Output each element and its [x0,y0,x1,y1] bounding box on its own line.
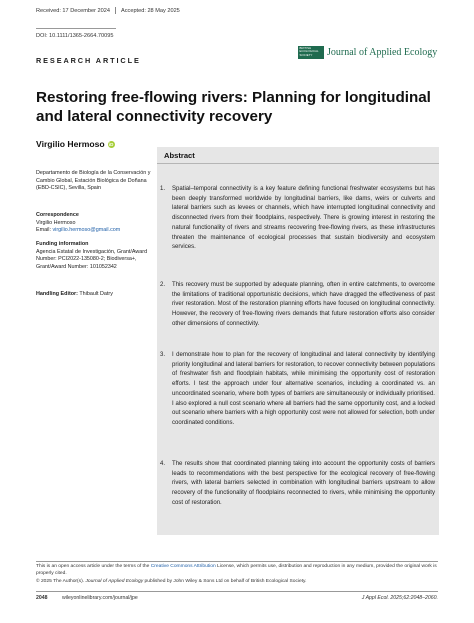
abstract-item-number: 1. [160,186,166,192]
article-title: Restoring free-flowing rivers: Planning for longitudinal and lateral connectivity recovery [36,89,431,125]
citation: J Appl Ecol. 2025;62:2048–2060. [361,595,438,601]
abstract-item-text: This recovery must be supported by adequate planning, often in entire catchments, to overcome the limitations of traditional opportunistic decisions, which have dragged the effectiveness of past river restoration. Most of the restoration planning efforts have focused on longitudinal connectivity. However, the recovery of free-flowing rivers demands that future restoration efforts also consider other dimensions of connectivity. [172,282,435,327]
abstract-item-text: I demonstrate how to plan for the recovery of longitudinal and lateral connectivity by identifying priority longitudinal and lateral barriers for restoration, to recover connectivity between populations of freshwater fish and floodplain habitats, while minimising the opportunity cost of restoration efforts. I test the approach under four alternative scenarios, including a coordinated vs. an uncoordinated scenario, where both types of barriers are simultaneously or individually prioritised. I also explored a null cost scenario where all barriers had the same opportunity cost, and a locked out scenario where barriers with a high opportunity cost were not allowed for selection, both under coordinated conditions. [172,352,435,426]
editor-name: Thibault Datry [79,291,113,297]
copyright-text-end: published by John Wiley & Sons Ltd on behalf of British Ecological Society. [143,579,307,584]
page-number: 2048 [36,595,48,601]
editor-block [36,291,154,299]
correspondence-name: Virgilio Hermoso [36,219,76,226]
affiliation: Departamento de Biología de la Conservación y Cambio Global, Estación Biológica de Doñana (EBD-CSIC), Sevilla, Spain [36,170,151,191]
abstract-item-number: 3. [160,352,166,358]
license-link[interactable]: Creative Commons Attribution [150,564,216,569]
license-note [36,564,438,577]
header-rule [36,28,116,29]
orcid-icon[interactable]: iD [108,142,114,147]
separator [115,7,116,14]
doi[interactable]: DOI: 10.1111/1365-2664.70095 [36,33,114,39]
footer-rule-bottom [36,591,438,592]
accepted-date: Accepted: 28 May 2025 [121,7,180,14]
society-logo: BRITISH ECOLOGICAL SOCIETY [298,46,324,59]
journal-site-link[interactable]: wileyonlinelibrary.com/journal/jpe [62,595,138,601]
license-text: This is an open access article under the terms of the [36,564,151,569]
copyright-note [36,579,438,586]
funding-heading: Funding information [36,241,89,247]
email-label: Email: [36,227,51,233]
funding-block [36,241,154,271]
dates-line [36,7,180,14]
author-name[interactable]: Virgilio Hermoso [36,139,105,149]
abstract-box [157,147,439,535]
editor-label: Handling Editor: [36,291,78,297]
correspondence-heading: Correspondence [36,212,79,218]
abstract-item-text: The results show that coordinated planning taking into account the opportunity costs of barriers leads to recommendations with the best perspective for the ecological recovery of free-flowing rivers, with lateral barriers selected in combination with longitudinal barriers upstream to allow recovery of the functionality of floodplains reconnected to rivers, while minimising the opportunity cost of restoration. [172,461,435,506]
license-text-end: License, which permits use, distribution and reproduction in any medium, provided the original work is properly cited. [36,564,437,576]
abstract-rule [157,163,439,164]
copyright-text: © 2025 The Author(s). [36,579,86,584]
abstract-item-number: 4. [160,461,166,467]
article-type: RESEARCH ARTICLE [36,56,141,65]
email-link[interactable]: virgilio.hermoso@gmail.com [52,227,121,233]
copyright-journal: Journal of Applied Ecology [85,579,144,584]
correspondence-block [36,212,154,235]
abstract-item-number: 2. [160,282,166,288]
journal-name: Journal of Applied Ecology [327,47,438,58]
abstract-heading: Abstract [164,151,195,160]
received-date: Received: 17 December 2024 [36,7,111,14]
abstract-item-text: Spatial–temporal connectivity is a key feature defining functional freshwater ecosystems but has been deeply transformed worldwide by longitudinal barriers, like dams, weirs or culverts and lateral barriers such as levees or channels, which have interrupted longitudinal connectivity and disconnected rivers from their floodplains, respectively. There is growing interest in restoring the natural functionality of rivers and streams recovering free-flowing rivers, as these infrastructures threaten the maintenance of ecological processes that sustain biodiversity and ecosystem services. [172,186,435,251]
journal-branding[interactable] [298,46,438,59]
funding-text: Agencia Estatal de Investigación, Grant/Award Number: PCI2022-135080-2; Biodiversa+, Grant/Award Number: 101052342 [36,248,148,270]
footer-rule [36,561,438,562]
author-line [36,139,115,149]
